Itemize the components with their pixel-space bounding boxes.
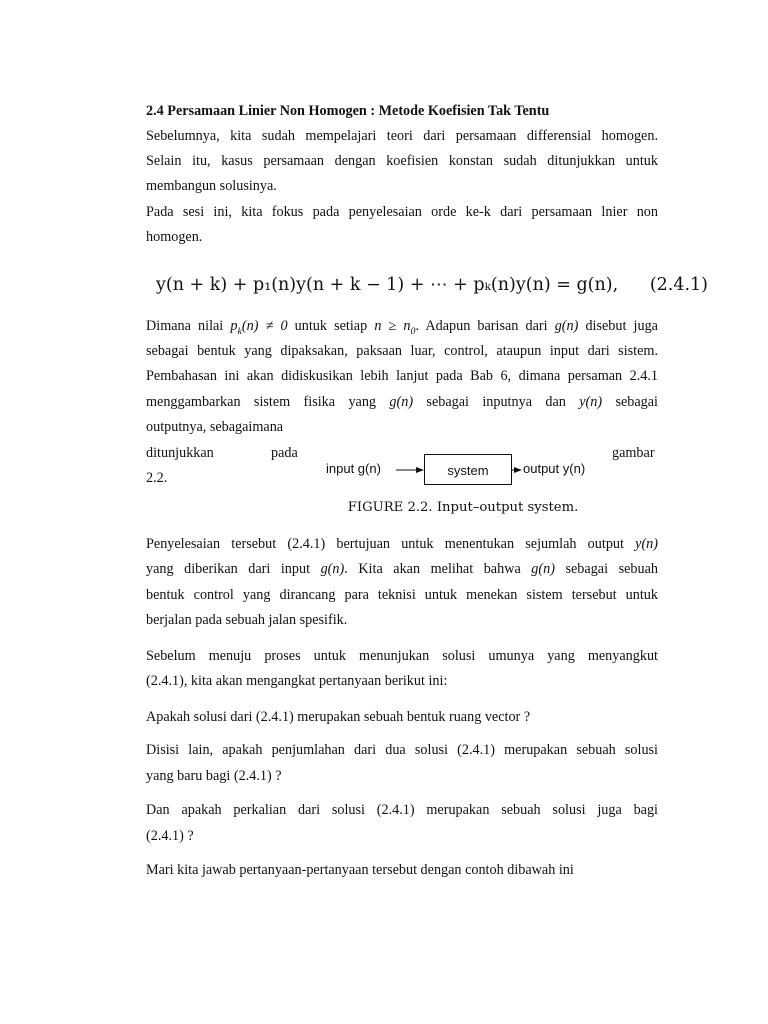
equation-number: (2.4.1) — [649, 275, 708, 295]
para2-line-7: 2.2. — [146, 470, 168, 486]
question-2-line-1: Disisi lain, apakah penjumlahan dari dua solusi (2.4.1) merupakan sebuah solusi — [146, 742, 658, 758]
para3-line-1: Penyelesaian tersebut (2.4.1) bertujuan untuk menentukan sejumlah output y(n) — [146, 536, 658, 552]
intro-line-4: Pada sesi ini, kita fokus pada penyelesaian orde ke-k dari persamaan lnier non — [146, 204, 658, 220]
para2-word-ditunjukkan: ditunjukkan — [146, 445, 214, 461]
diagram-system-box: system — [424, 454, 512, 485]
para2-line-2: sebagai bentuk yang dipaksakan, paksaan luar, control, ataupun input dari sistem. — [146, 343, 658, 359]
intro-line-3: membangun solusinya. — [146, 178, 277, 194]
para3-line-3: bentuk control yang dirancang para teknisi untuk menekan sistem tersebut untuk — [146, 587, 658, 603]
equation-body: y(n + k) + p₁(n)y(n + k − 1) + ⋯ + pₖ(n)y(n) = g(n), — [156, 275, 619, 295]
intro-line-5: homogen. — [146, 229, 203, 245]
para4-line-1: Sebelum menuju proses untuk menunjukan solusi umunya yang menyangkut — [146, 648, 658, 664]
intro-line-1: Sebelumnya, kita sudah mempelajari teori dari persamaan differensial homogen. — [146, 128, 658, 144]
figure-caption: FIGURE 2.2. Input–output system. — [347, 500, 579, 515]
input-output-diagram — [326, 452, 626, 486]
para2-line-5: outputnya, sebagaimana — [146, 419, 284, 435]
intro-line-2: Selain itu, kasus persamaan dengan koefisien konstan sudah ditunjukkan untuk — [146, 153, 658, 169]
question-3-line-2: (2.4.1) ? — [146, 828, 194, 844]
para2-word-gambar: gambar — [612, 445, 655, 461]
para3-line-2: yang diberikan dari input g(n). Kita akan melihat bahwa g(n) sebagai sebuah — [146, 561, 658, 577]
equation-2-4-1 — [156, 268, 708, 302]
question-2-line-2: yang baru bagi (2.4.1) ? — [146, 768, 282, 784]
question-1: Apakah solusi dari (2.4.1) merupakan sebuah bentuk ruang vector ? — [146, 709, 531, 725]
para2-line-3: Pembahasan ini akan didiskusikan lebih lanjut pada Bab 6, dimana persaman 2.4.1 — [146, 368, 658, 384]
para2-line-1: Dimana nilai $p_k(n) \ne 0$ untuk setiap $n \ge n_0$. Adapun barisan dari g(n) disebut juga — [146, 318, 658, 337]
para3-line-4: berjalan pada sebuah jalan spesifik. — [146, 612, 348, 628]
closing-line: Mari kita jawab pertanyaan-pertanyaan tersebut dengan contoh dibawah ini — [146, 862, 574, 878]
section-title: 2.4 Persamaan Linier Non Homogen : Metode Koefisien Tak Tentu — [146, 103, 550, 119]
para4-line-2: (2.4.1), kita akan mengangkat pertanyaan berikut ini: — [146, 673, 448, 689]
diagram-input-label: input g(n) — [326, 461, 381, 476]
para2-word-pada: pada — [271, 445, 298, 461]
para2-line-4: menggambarkan sistem fisika yang g(n) sebagai inputnya dan y(n) sebagai — [146, 394, 658, 410]
diagram-output-label: output y(n) — [523, 461, 586, 476]
question-3-line-1: Dan apakah perkalian dari solusi (2.4.1) merupakan sebuah solusi juga bagi — [146, 802, 658, 818]
